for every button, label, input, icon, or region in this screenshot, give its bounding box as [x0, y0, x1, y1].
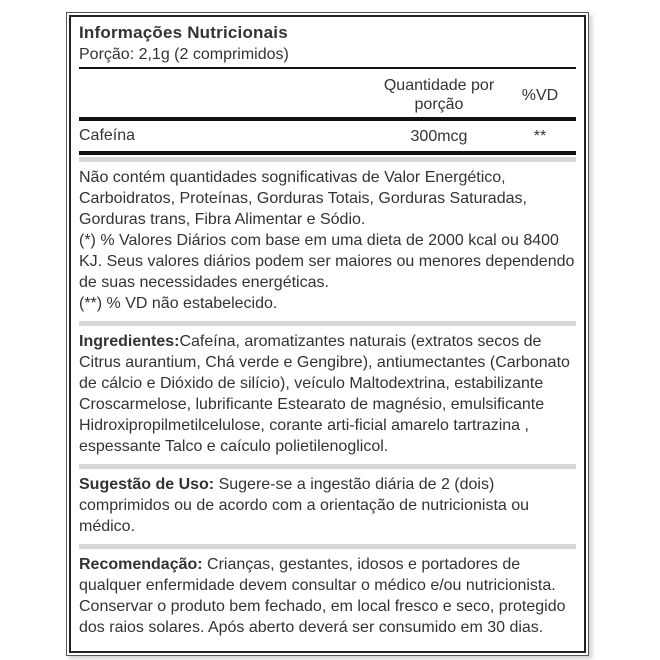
- recommendation-text: Crianças, gestantes, idosos e portadores de qualquer enfermidade devem consultar o médico e/ou nutricionista. Conservar o produto bem fechado, em local fresco e seco, protegido dos raios solares. Após aberto deverá ser consumido em 30 dias.: [79, 556, 566, 636]
- usage-text: Sugere-se a ingestão diária de 2 (dois) comprimidos ou de acordo com a orientação de nutricionista ou médico.: [79, 476, 530, 535]
- table-row-caffeine: [79, 121, 576, 151]
- label-title: Informações Nutricionais: [79, 23, 288, 42]
- note-no-significant-amounts: Não contém quantidades sognificativas de Valor Energético, Carboidratos, Proteínas, Gorduras Totais, Gorduras Saturadas, Gorduras trans, Fibra Alimentar e Sódio.: [79, 169, 527, 228]
- daily-values-notes: [79, 164, 576, 319]
- ingredients-section: [79, 328, 576, 462]
- table-bottom-rule: [79, 151, 576, 155]
- table-header-vd: %VD: [521, 86, 559, 104]
- recommendation-section: [79, 551, 576, 643]
- ingredients-label: Ingredientes:: [79, 333, 180, 350]
- nutrient-quantity: 300mcg: [410, 127, 468, 145]
- section-divider: [79, 321, 576, 326]
- note-daily-values: (*) % Valores Diários com base em uma dieta de 2000 kcal ou 8400 KJ. Seus valores diários podem ser maiores ou menores dependendo de suas necessidades energéticas.: [79, 232, 575, 291]
- recommendation-label: Recomendação:: [79, 556, 203, 573]
- note-vd-not-established: (**) % VD não estabelecido.: [79, 295, 278, 312]
- usage-section: [79, 471, 576, 542]
- nutrient-vd: **: [533, 127, 547, 145]
- nutrient-name: Cafeína: [79, 127, 136, 144]
- serving-size: Porção: 2,1g (2 comprimidos): [79, 46, 289, 63]
- nutrition-label-inner: [69, 15, 586, 653]
- ingredients-text: Cafeína, aromatizantes naturais (extratos secos de Citrus aurantium, Chá verde e Gengibre), antiumectantes (Carbonato de cálcio e Dióxido de silício), veículo Maltodextrina, estabilizante Croscarmelose, lubrificante Estearato de magnésio, emulsificante Hidroxipropilmetilcelulose, corante arti-ficial amarelo tartrazina , espessante Talco e caículo polietilenoglicol.: [79, 333, 570, 455]
- table-header-row: [79, 69, 576, 117]
- usage-label: Sugestão de Uso:: [79, 476, 215, 493]
- nutrition-label: [66, 12, 589, 656]
- section-divider: [79, 157, 576, 162]
- section-divider: [79, 544, 576, 549]
- section-divider: [79, 464, 576, 469]
- table-header-quantity: Quantidade por porção: [383, 77, 495, 113]
